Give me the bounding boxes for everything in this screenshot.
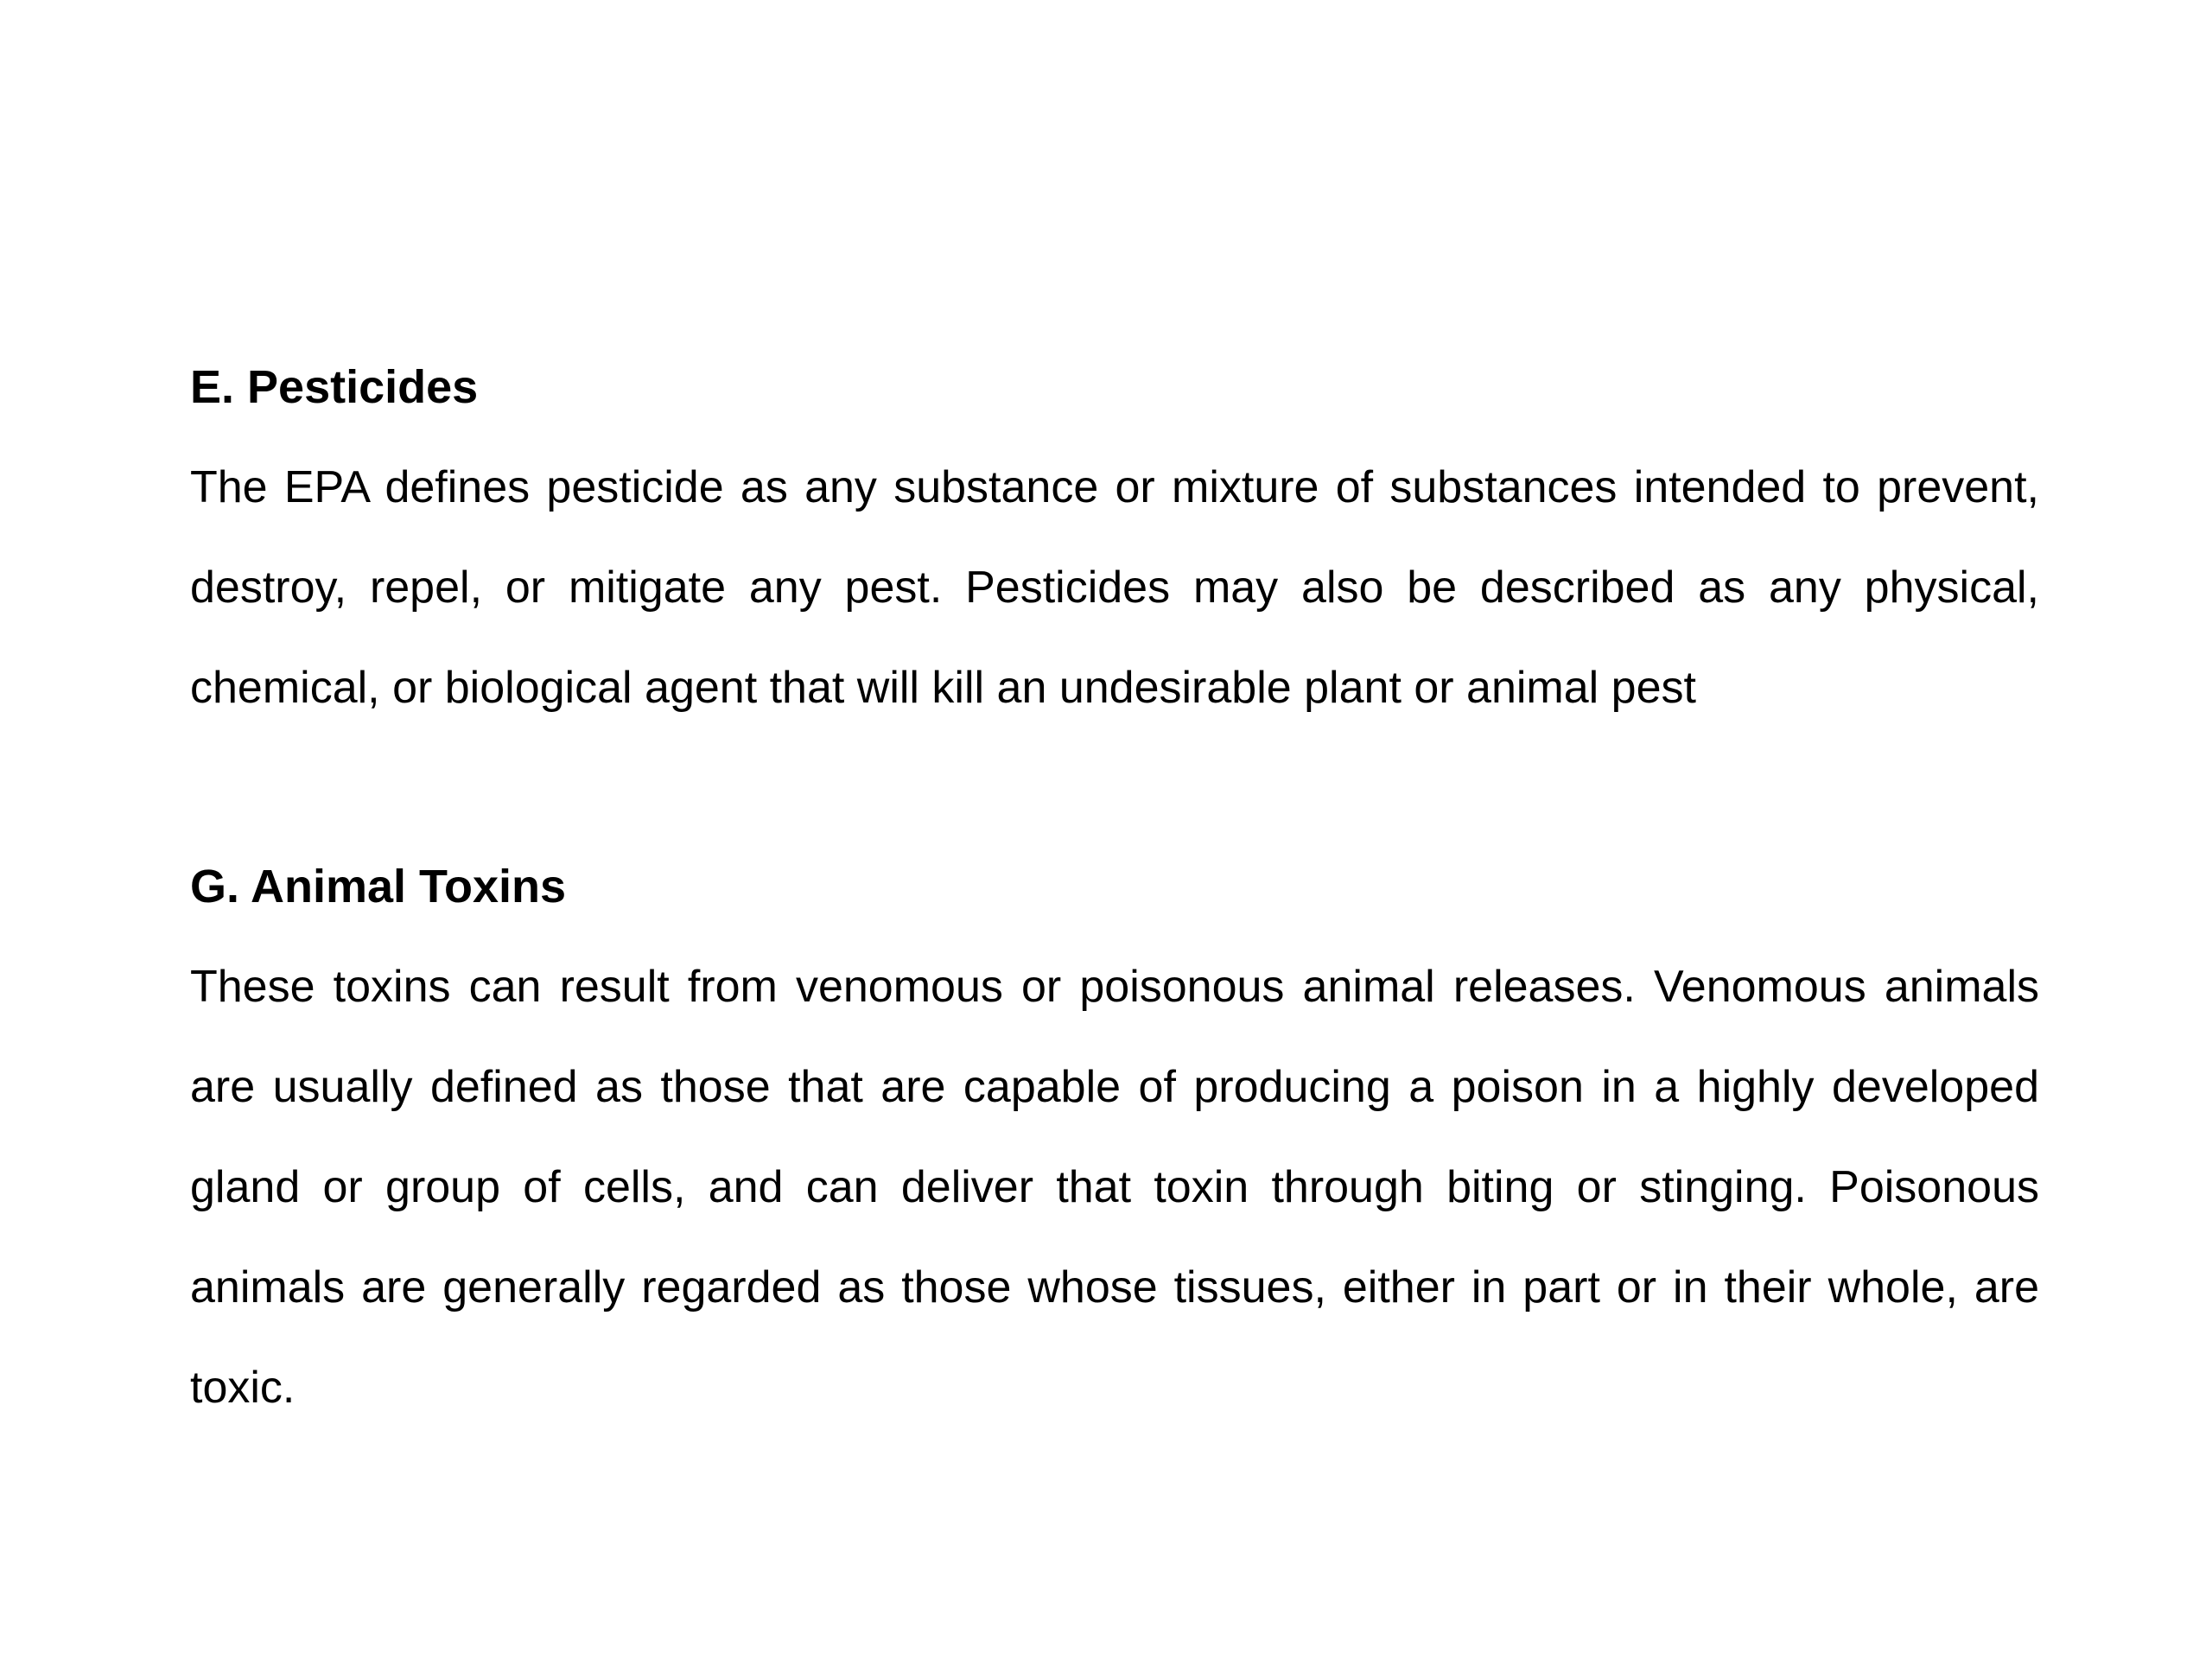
section-paragraph: The EPA defines pesticide as any substance or mixture of substances intended to prevent, destroy, repel, or mitigate any pest. Pesticides may also be described as any physical, chemical, or biological agent that will kill an undesirable plant or animal pest	[190, 462, 2039, 713]
section-title: G. Animal Toxins	[190, 861, 567, 912]
document-content	[190, 337, 2039, 1438]
section-paragraph: These toxins can result from venomous or poisonous animal releases. Venomous animals are usually defined as those that are capable of producing a poison in a highly developed gland or group of cells, and can deliver that toxin through biting or stinging. Poisonous animals are generally regarded as those whose tissues, either in part or in their whole, are toxic.	[190, 962, 2039, 1413]
section-animal-toxins	[190, 836, 2039, 1438]
section-pesticides	[190, 337, 2039, 738]
section-title: E. Pesticides	[190, 361, 479, 413]
section-spacer	[190, 738, 2039, 836]
